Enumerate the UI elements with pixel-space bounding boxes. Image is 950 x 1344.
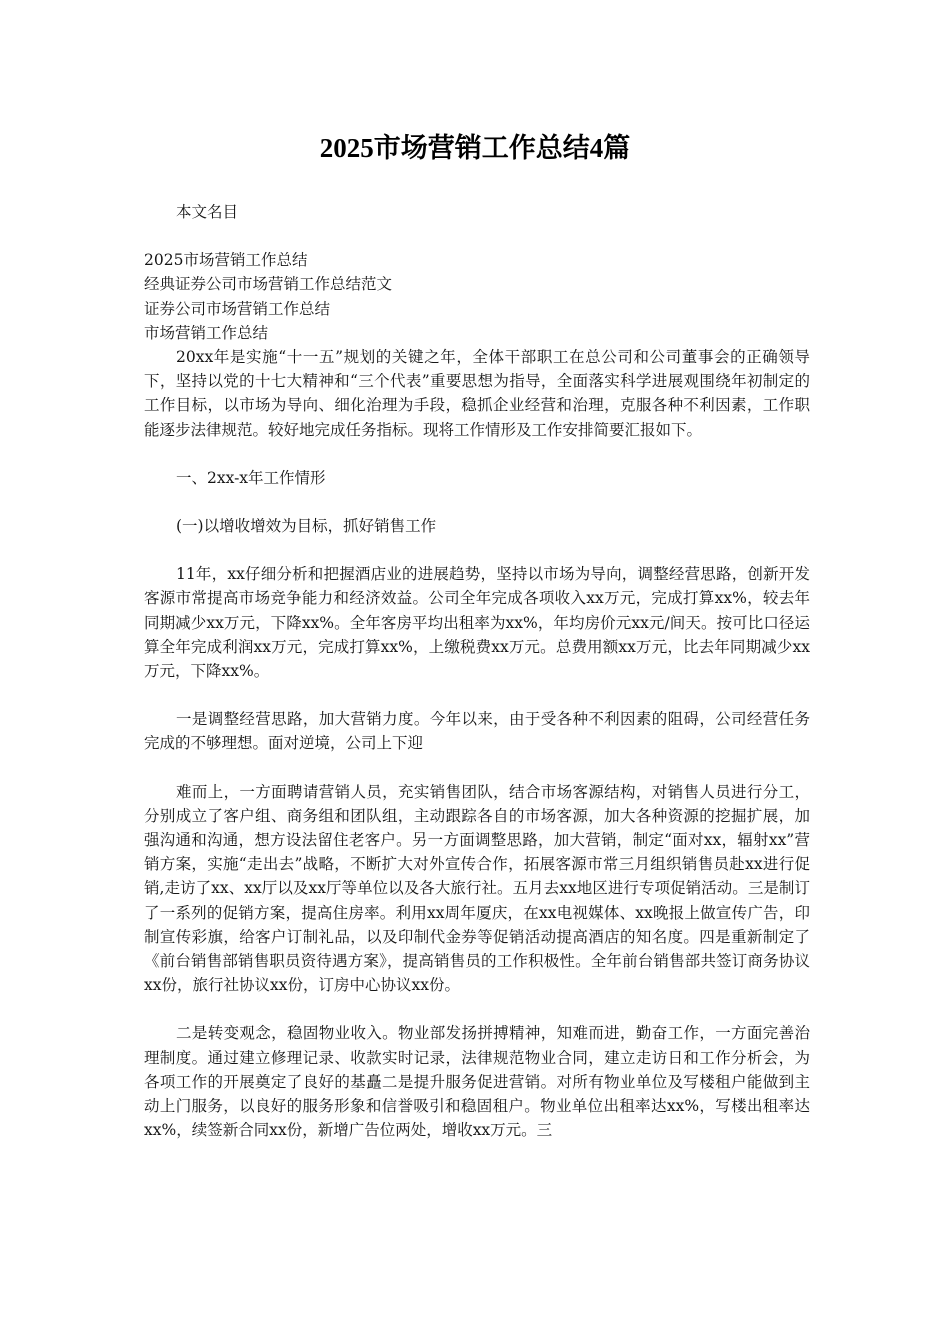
subsection-heading: (一)以增收增效为目标，抓好销售工作 [176, 517, 437, 536]
toc-item: 市场营销工作总结 [144, 323, 269, 342]
toc-item: 2025市场营销工作总结 [144, 251, 308, 270]
toc-item: 证券公司市场营销工作总结 [144, 299, 331, 318]
body-paragraph: 11年，xx仔细分析和把握酒店业的进展趋势，坚持以市场为导向，调整经营思路，创新开发客源市常提高市场竞争能力和经济效益。公司全年完成各项收入xx万元，完成打算xx%，较去年同期减少xx万元，下降xx%。全年客房平均出租率为xx%，年均房价元xx元/间天。按可比口径运算全年完成利润xx万元，完成打算xx%，上缴税费xx万元。总费用额xx万元，比去年同期减少xx万元，下降xx%。 [144, 565, 810, 681]
body-paragraph: 难而上，一方面聘请营销人员，充实销售团队，结合市场客源结构，对销售人员进行分工，分别成立了客户组、商务组和团队组，主动跟踪各自的市场客源，加大各种资源的挖掘扩展，加强沟通和沟通，想方设法留住老客户。另一方面调整思路，加大营销，制定“面对xx，辐射xx”营销方案，实施“走出去”战略，不断扩大对外宣传合作，拓展客源市常三月组织销售员赴xx进行促销,走访了xx、xx厅以及xx厅等单位以及各大旅行社。五月去xx地区进行专项促销活动。三是制订了一系列的促销方案，提高住房率。利用xx周年厦庆，在xx电视媒体、xx晚报上做宣传广告，印制宣传彩旗，给客户订制礼品，以及印制代金券等促销活动提高酒店的知名度。四是重新制定了《前台销售部销售职员资待遇方案》，提高销售员的工作积极性。全年前台销售部共签订商务协议xx份，旅行社协议xx份，订房中心协议xx份。 [144, 782, 810, 995]
toc-heading: 本文名目 [176, 203, 239, 221]
body-paragraph: 20xx年是实施“十一五”规划的关键之年，全体干部职工在总公司和公司董事会的正确领导下，坚持以党的十七大精神和“三个代表”重要思想为指导，全面落实科学进展观围绕年初制定的工作目标，以市场为导向、细化治理为手段，稳抓企业经营和治理，克服各种不利因素，工作职能逐步法律规范。较好地完成任务指标。现将工作情形及工作安排简要汇报如下。 [144, 348, 810, 439]
section-heading: 一、2xx-x年工作情形 [176, 468, 326, 487]
toc-item: 经典证券公司市场营销工作总结范文 [144, 275, 393, 294]
document-title: 2025市场营销工作总结4篇 [319, 133, 631, 163]
body-paragraph: 一是调整经营思路，加大营销力度。今年以来，由于受各种不利因素的阻碍，公司经营任务完成的不够理想。面对逆境，公司上下迎 [144, 710, 810, 753]
body-paragraph: 二是转变观念，稳固物业收入。物业部发扬拼搏精神，知难而进，勤奋工作，一方面完善治理制度。通过建立修理记录、收款实时记录，法律规范物业合同，建立走访日和工作分析会，为各项工作的开展奠定了良好的基矗二是提升服务促进营销。对所有物业单位及写楼租户能做到主动上门服务，以良好的服务形象和信誉吸引和稳固租户。物业单位出租率达xx%，写楼出租率达xx%，续签新合同xx份，新增广告位两处，增收xx万元。三 [144, 1024, 810, 1140]
document-body [144, 200, 810, 1143]
table-of-contents [144, 248, 810, 345]
